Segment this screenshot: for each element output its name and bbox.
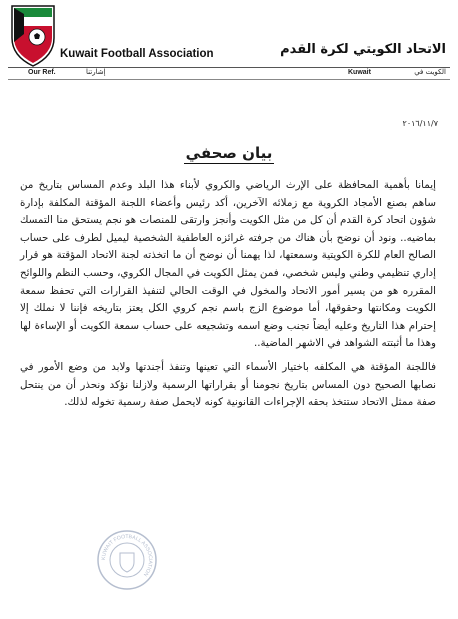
svg-text:KUWAIT FOOTBALL ASSOCIATION	[101, 534, 153, 577]
body-paragraph: إيمانا بأهمية المحافظة على الإرث الرياضي والكروي لأبناء هذا البلد وعدم المساس بتاريخ من ساهم بصنع الأمجاد الكروية مع زملائه الآخرين، أكد رئيس وأعضاء اللجنة المؤقتة المكلفة بإدارة شؤون اتحاد كرة القدم أن كل من مثل الكويت وأنجز وارتقى للمنصات هو نجم يستحق منا التمسك بماضيه.. ونود أن نوضح بأن هناك من جرفته غرائزه العاطفية الشخصية ليميل لطرف على حساب الصالح العام للكرة الكويتية وسمعتها، لذا يهمنا أن نوضح أن ما اتخذته لجنة الاتحاد المؤقتة هو قرار إداري تنظيمي وطني وليس شخصي، فمن يمثل الكويت في المجال الكروي، وحسب النظم واللوائح المقرره هو من يسير أمور الاتحاد والمخول في الوقت الحالي لتنفيذ القرارات التي تحفظ سمعة الكويت ومكانتها وحقوقها، أما موضوع الزج باسم نجم كروي الكل يعتز بتاريخه فإننا لا نملك إلا إحترام هذا التاريخ وعليه أيضاً تجنب وضع اسمه وتشجيعه على حساب سمعة الكويت أو الإساءة لها وهذا ما أثبتته الشواهد في الاشهر الماضية..	[20, 179, 436, 350]
document-body	[20, 177, 436, 412]
country-label-arabic: الكويت في	[414, 68, 446, 76]
reference-row	[0, 68, 458, 79]
body-paragraph: فاللجنة المؤقتة هي المكلفه باختيار الأسماء التي تعينها وتنفذ أجندتها ولابد من وضع الأمور في نصابها الصحيح دون المساس بتاريخ نجومنا أو بقراراتها الرسمية ولازلنا نؤكد ونحذر أن من ينتحل صفة ممثل الاتحاد ستتخذ بحقه الإجراءات القانونية كونه لايحمل صفة رسمية تخوله لذلك.	[20, 360, 436, 409]
document-title	[0, 143, 458, 162]
official-stamp-icon	[96, 529, 158, 591]
kfa-logo-icon	[10, 4, 56, 68]
association-name-english: Kuwait Football Association	[60, 48, 214, 60]
document-date: ٢٠١٦/١١/٧	[402, 119, 438, 128]
ref-label-english: Our Ref.	[28, 69, 56, 76]
reference-divider	[8, 79, 450, 80]
document-title-text: بيان صحفي	[185, 144, 273, 162]
association-name-arabic: الاتحاد الكويتي لكرة القدم	[280, 42, 446, 57]
ref-label-arabic: إشارتنا	[86, 68, 106, 76]
country-label-english: Kuwait	[348, 69, 371, 76]
stamp-text: KUWAIT FOOTBALL ASSOCIATION	[100, 533, 154, 578]
